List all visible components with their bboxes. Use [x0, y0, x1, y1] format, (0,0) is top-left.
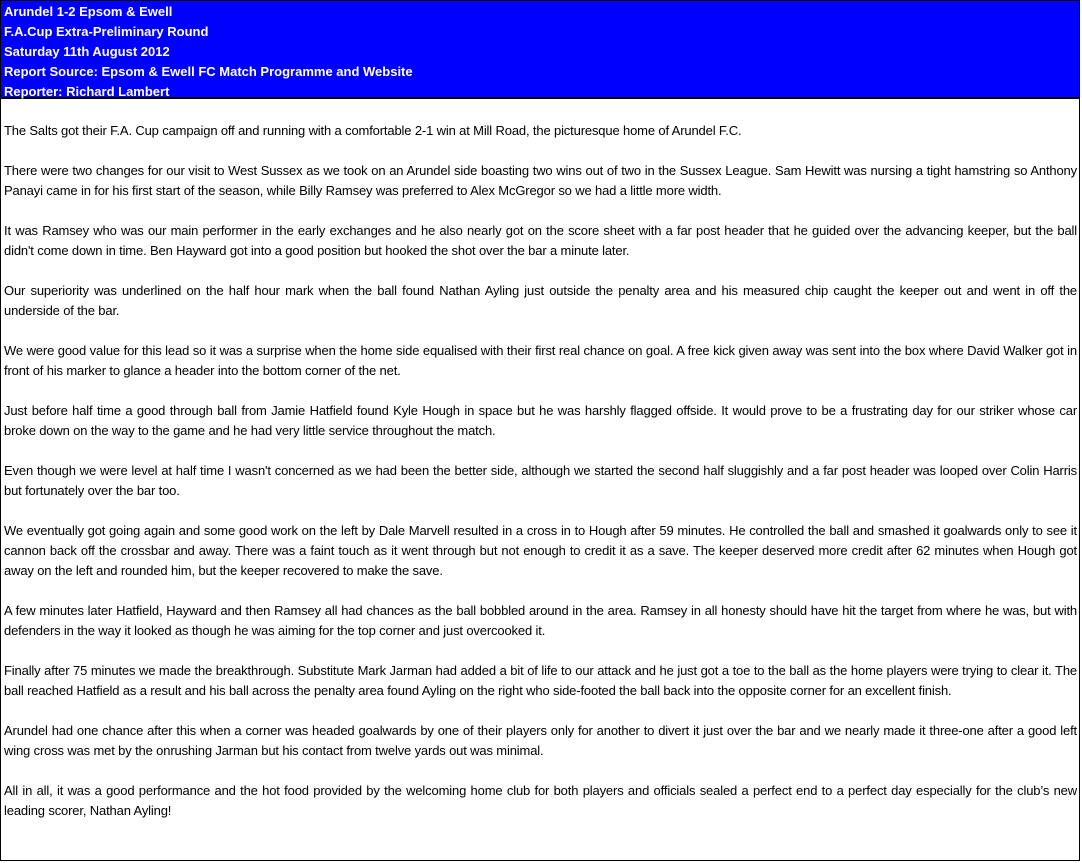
report-paragraph: It was Ramsey who was our main performer in the early exchanges and he also nearly got on the score sheet with a far post header that he guided over the advancing keeper, but the ball didn't come down in time. Ben Hayward got into a good position but hooked the shot over the bar a minute later.: [4, 223, 1077, 258]
report-paragraph: All in all, it was a good performance and the hot food provided by the welcoming home club for both players and officials sealed a perfect end to a perfect day especially for the club’s new leading scorer, Nathan Ayling!: [4, 783, 1077, 818]
report-paragraph: Our superiority was underlined on the half hour mark when the ball found Nathan Ayling just outside the penalty area and his measured chip caught the keeper out and went in off the underside of the bar.: [4, 283, 1077, 318]
match-result: Arundel 1-2 Epsom & Ewell: [4, 4, 173, 19]
report-paragraph: The Salts got their F.A. Cup campaign off and running with a comfortable 2-1 win at Mill Road, the picturesque home of Arundel F.C.: [4, 123, 742, 138]
report-paragraph: Arundel had one chance after this when a corner was headed goalwards by one of their players only for another to divert it just over the bar and we nearly made it three-one after a good left wing cross was met by the onrushing Jarman but his contact from twelve yards out was minimal.: [4, 723, 1077, 758]
report-paragraph: Finally after 75 minutes we made the breakthrough. Substitute Mark Jarman had added a bit of life to our attack and he just got a toe to the ball as the home players were trying to clear it. The ball reached Hatfield as a result and his ball across the penalty area found Ayling on the right who side-footed the ball back into the opposite corner for an excellent finish.: [4, 663, 1077, 698]
reporter: Reporter: Richard Lambert: [4, 84, 170, 99]
report-paragraph: Just before half time a good through ball from Jamie Hatfield found Kyle Hough in space but he was harshly flagged offside. It would prove to be a frustrating day for our striker whose car broke down on the way to the game and he had very little service throughout the match.: [4, 403, 1077, 438]
report-body: [1, 99, 1079, 821]
report-header: [1, 1, 1079, 99]
report-source: Report Source: Epsom & Ewell FC Match Programme and Website: [4, 64, 413, 79]
report-paragraph: We eventually got going again and some good work on the left by Dale Marvell resulted in a cross in to Hough after 59 minutes. He controlled the ball and smashed it goalwards only to see it cannon back off the crossbar and away. There was a faint touch as it went through but not enough to credit it as a save. The keeper deserved more credit after 62 minutes when Hough got away on the left and rounded him, but the keeper recovered to make the save.: [4, 523, 1077, 578]
report-paragraph: Even though we were level at half time I wasn't concerned as we had been the better side, although we started the second half sluggishly and a far post header was looped over Colin Harris but fortunately over the bar too.: [4, 463, 1077, 498]
match-date: Saturday 11th August 2012: [4, 44, 170, 59]
report-paragraph: There were two changes for our visit to West Sussex as we took on an Arundel side boasting two wins out of two in the Sussex League. Sam Hewitt was nursing a tight hamstring so Anthony Panayi came in for his first start of the season, while Billy Ramsey was preferred to Alex McGregor so we had a little more width.: [4, 163, 1077, 198]
competition: F.A.Cup Extra-Preliminary Round: [4, 24, 209, 39]
report-paragraph: We were good value for this lead so it was a surprise when the home side equalised with their first real chance on goal. A free kick given away was sent into the box where David Walker got in front of his marker to glance a header into the bottom corner of the net.: [4, 343, 1077, 378]
report-paragraph: A few minutes later Hatfield, Hayward and then Ramsey all had chances as the ball bobbled around in the area. Ramsey in all honesty should have hit the target from where he was, but with defenders in the way it looked as though he was aiming for the top corner and just overcooked it.: [4, 603, 1077, 638]
